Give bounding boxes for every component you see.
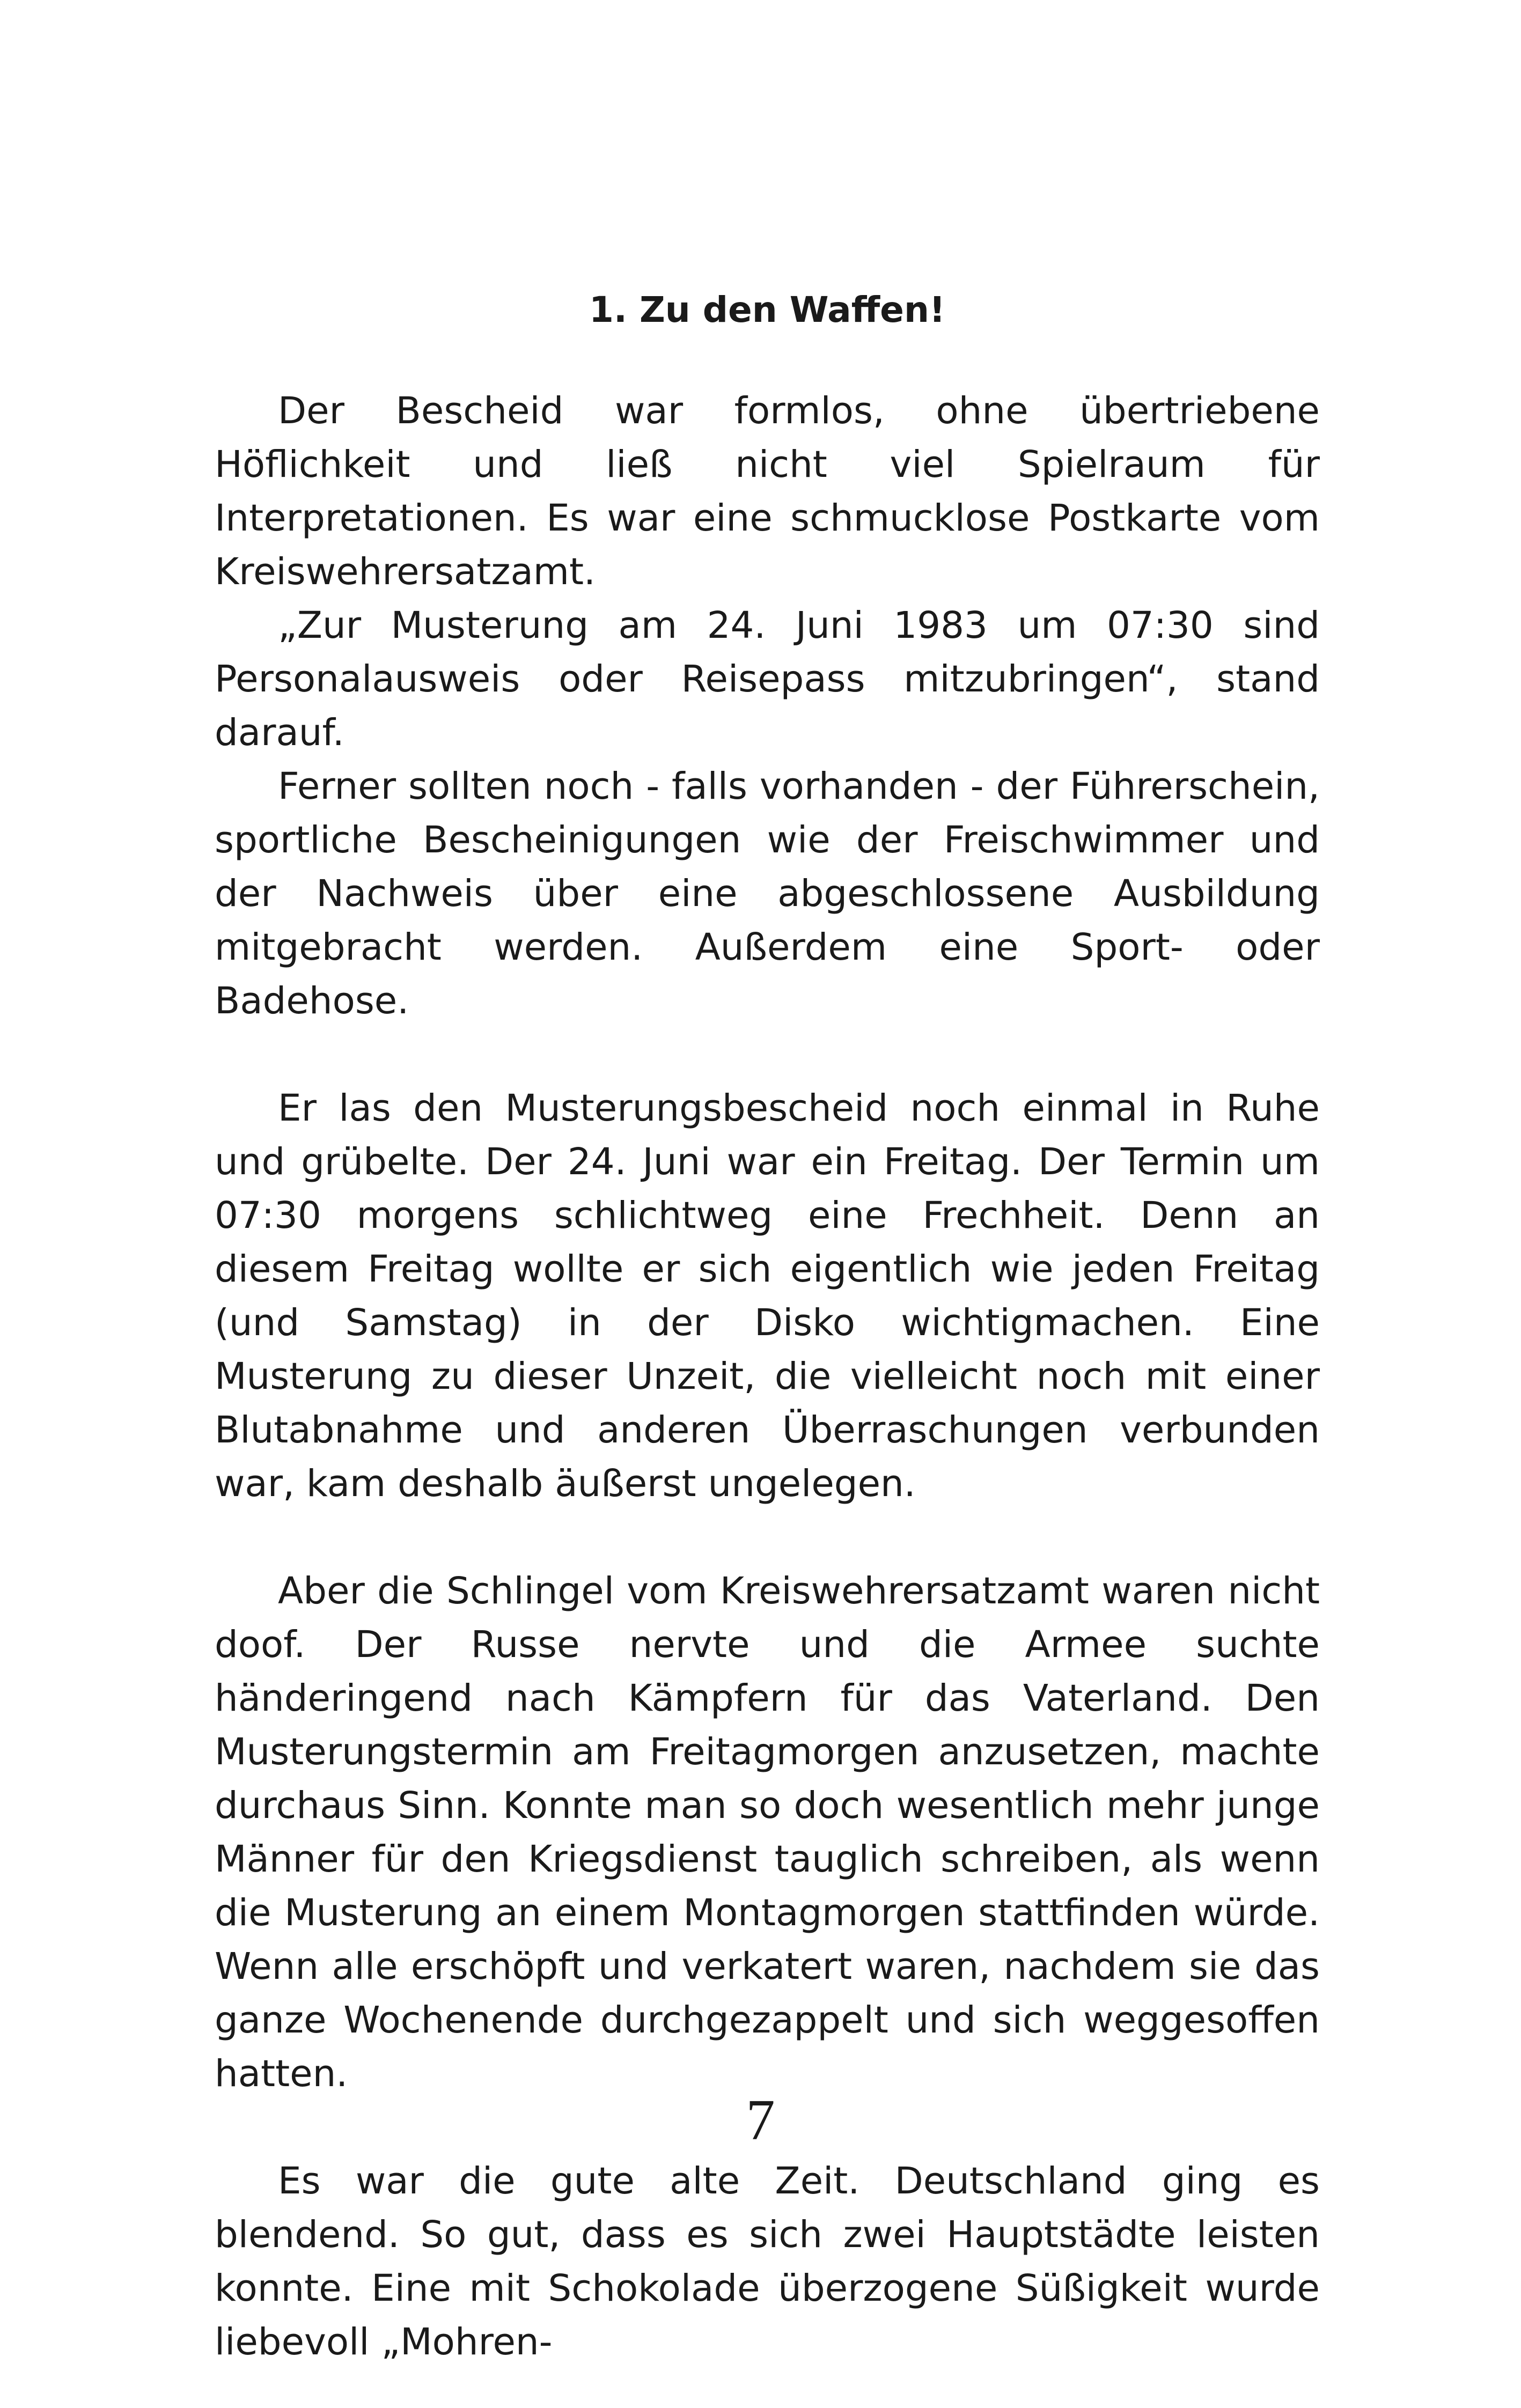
paragraph: Aber die Schlingel vom Kreiswehrersatzamt waren nicht doof. Der Russe nervte und die Armee suchte händeringend nach Kämpfern für das Vaterland. Den Musterungstermin am Freitagmorgen anzusetzen, machte durchaus Sinn. Konnte man so doch wesentlich mehr junge Männer für den Kriegsdienst tauglich schreiben, als wenn die Musterung an einem Montagmorgen stattfinden würde. Wenn alle erschöpft und verkatert waren, nachdem sie das ganze Wochenende durchgezappelt und sich weggesoffen hatten. [215,1570,1320,2095]
paragraph: „Zur Musterung am 24. Juni 1983 um 07:30 sind Personalausweis oder Reisepass mitzubringen“, stand darauf. [215,604,1320,754]
chapter-title: 1. Zu den Waffen! [589,289,946,330]
paragraph: Der Bescheid war formlos, ohne übertriebene Höflichkeit und ließ nicht viel Spielraum für Interpretationen. Es war eine schmucklose Postkarte vom Kreiswehrersatzamt. [215,389,1320,593]
body-text [215,384,1320,2369]
page-number: 7 [746,2088,775,2152]
paragraph: Es war die gute alte Zeit. Deutschland ging es blendend. So gut, dass es sich zwei Hauptstädte leisten konnte. Eine mit Schokolade überzogene Süßigkeit wurde liebevoll „Mohren- [215,2160,1320,2363]
paragraph: Er las den Musterungsbescheid noch einmal in Ruhe und grübelte. Der 24. Juni war ein Freitag. Der Termin um 07:30 morgens schlichtweg eine Frechheit. Denn an diesem Freitag wollte er sich eigentlich wie jeden Freitag (und Samstag) in der Disko wichtigmachen. Eine Musterung zu dieser Unzeit, die vielleicht noch mit einer Blutabnahme und anderen Überraschungen verbunden war, kam deshalb äußerst ungelegen. [215,1087,1320,1505]
paragraph: Ferner sollten noch - falls vorhanden - der Führerschein, sportliche Bescheinigungen wie der Freischwimmer und der Nachweis über eine abgeschlossene Ausbildung mitgebracht werden. Außerdem eine Sport- oder Badehose. [215,765,1320,1022]
